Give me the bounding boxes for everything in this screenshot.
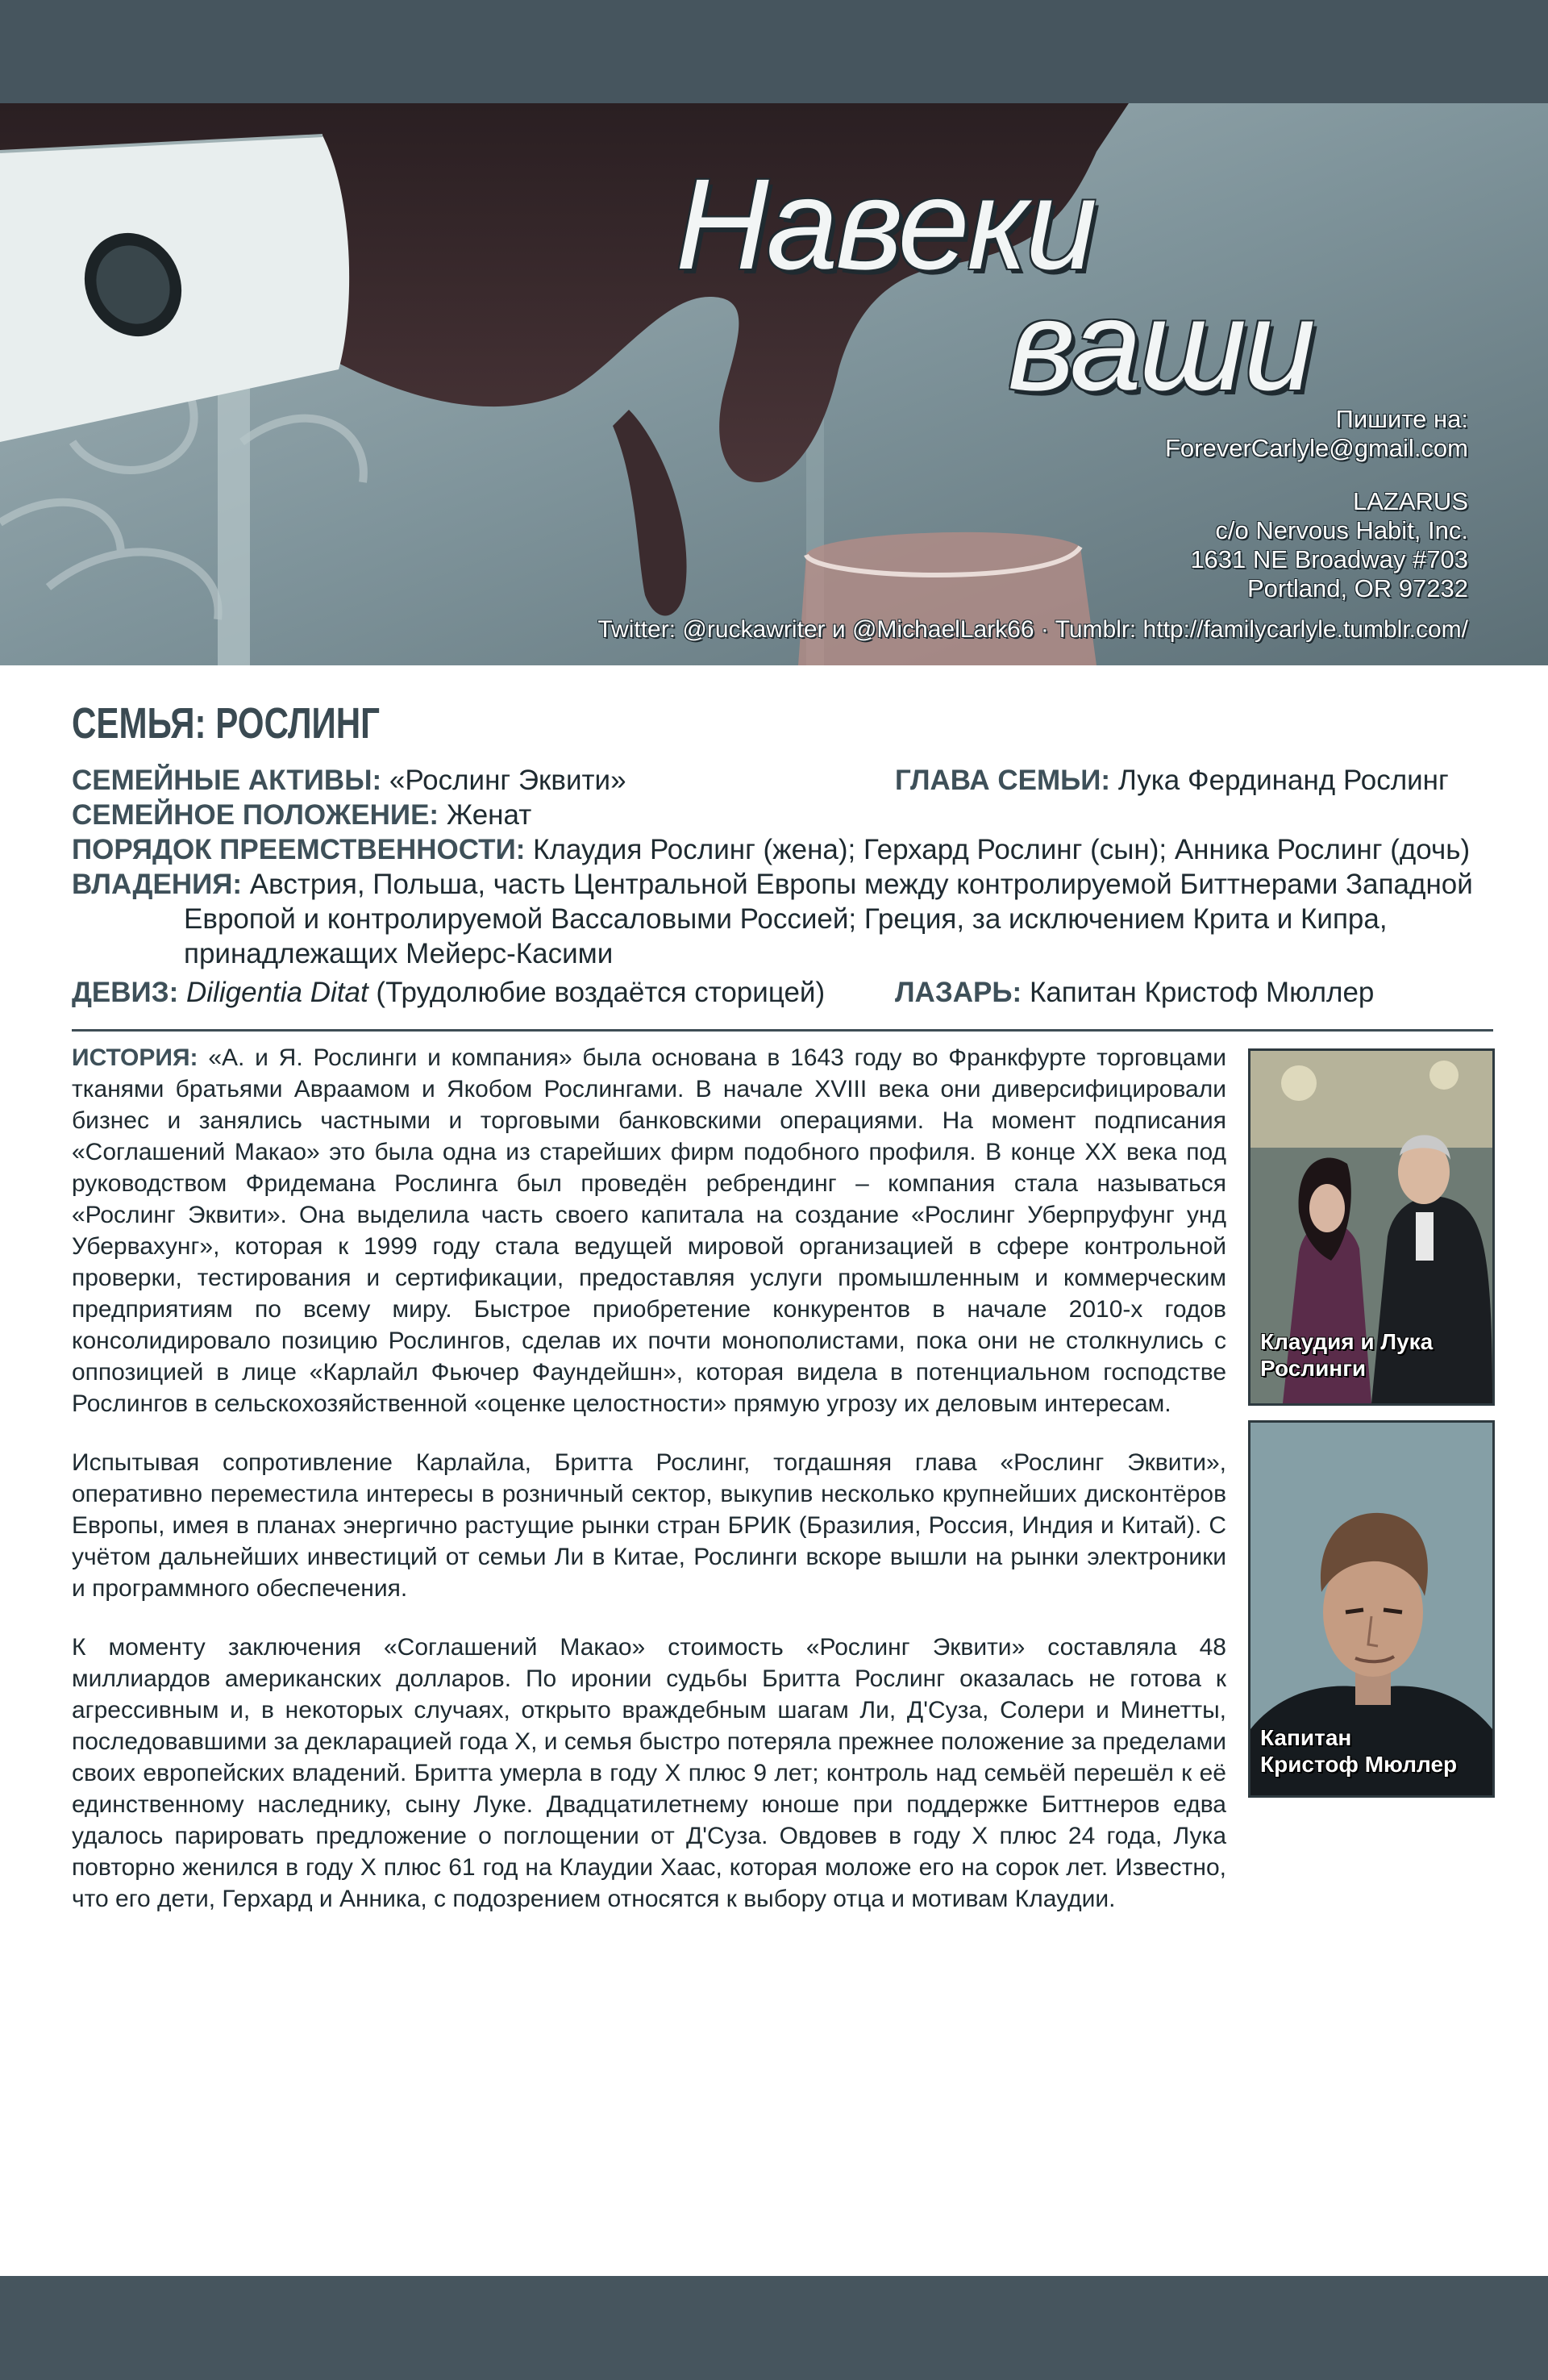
address-line: 1631 NE Broadway #703 [1190, 545, 1468, 573]
contact-email[interactable]: ForeverCarlyle@gmail.com [1165, 434, 1468, 462]
holdings-line: принадлежащих Мейерс-Касими [184, 938, 614, 969]
history-paragraph: К моменту заключения «Соглашений Макао» стоимость «Рослинг Эквити» составляла 48 миллиардов американских долларов. По иронии судьбы Бритта Рослинг оказалась не готова к агрессивным и, в некоторых случаях, открыто враждебным шагам Ли, Д'Суза, Солери и Минетты, последовавшими за декларацией года X, и семья быстро потеряла прежнее положение за пределами своих европейских владений. Бритта умерла в году X плюс 9 лет; контроль над семьёй перешёл к её единственному наследнику, сыну Луке. Двадцатилетнему юноше при поддержке Биттнеров едва удалось парировать предложение о поглощении от Д'Суза. Овдовев в году X плюс 24 года, Лука повторно женился в году X плюс 61 год на Клаудии Хаас, которая моложе его на сорок лет. Известно, что его дети, Герхард и Анника, с подозрением относятся к выбору отца и мотивам Клаудии. [72, 1634, 1226, 1912]
social-links[interactable]: Twitter: @ruckawriter и @MichaelLark66 · Tumblr: http://familycarlyle.tumblr.com/ [597, 616, 1468, 643]
portrait-panel-claudia-luka [1248, 1048, 1495, 1406]
portrait-panel-mueller [1248, 1420, 1495, 1798]
masthead-title-line1: Навеки [676, 152, 1096, 296]
history-text: «А. и Я. Рослинги и компания» была основана в 1643 году во Франкфурте торговцами тканями братьями Авраамом и Якобом Рослингами. В начале XVIII века они диверсифицировали бизнес и занялись частными и торговыми банковскими операциями. На момент подписания «Соглашений Макао» это была одна из старейших фирм подобного профиля. В конце XX века под руководством Фридемана Рослинга был проведён ребрендинг – компания стала называться «Рослинг Эквити». Она выделила часть своего капитала на создание «Рослинг Уберпруфунг унд Убервахунг», которая к 1999 году стала ведущей мировой организацией в сфере контрольной проверки, тестирования и сертификации, предоставляя услуги промышленным и коммерческим предприятиям по всему миру. Быстрое приобретение конкурентов в начале 2010-х годов консолидировало позицию Рослингов, сделав их почти монополистами, пока они не столкнулись с оппозицией в лице «Карлайл Фьючер Фаундейшн», которая видела в потенциальном господстве Рослингов в сельскохозяйственной «оценке целостности» прямую угрозу их деловым интересам. [72, 1044, 1226, 1417]
panel-caption: Рослинги [1260, 1356, 1367, 1381]
panel-caption: Клаудия и Лука [1260, 1329, 1434, 1354]
address-line: Portland, OR 97232 [1246, 574, 1468, 602]
write-to-label: Пишите на: [1335, 405, 1468, 433]
family-holdings [72, 869, 1473, 901]
holdings-label: ВЛАДЕНИЯ: [72, 869, 243, 900]
address-line: LAZARUS [1353, 487, 1468, 515]
status-value: Женат [446, 799, 532, 831]
top-bar [0, 0, 1548, 103]
header-banner [0, 103, 1548, 665]
section-divider [72, 1029, 1493, 1032]
history-label: ИСТОРИЯ: [72, 1044, 198, 1071]
succession-label: ПОРЯДОК ПРЕЕМСТВЕННОСТИ: [72, 834, 526, 865]
assets-value: «Рослинг Эквити» [389, 765, 626, 796]
history-paragraph: Испытывая сопротивление Карлайла, Бритта Рослинг, тогдашняя глава «Рослинг Эквити», оперативно переместила интересы в розничный сектор, выкупив несколько крупнейших дисконтёров Европы, имея в планах энергично растущие рынки стран БРИК (Бразилия, Россия, Индия и Китай). С учётом дальнейших инвестиций от семьи Ли в Китае, Рослинги вскоре вышли на рынки электроники и программного обеспечения. [72, 1449, 1226, 1602]
succession-value: Клаудия Рослинг (жена); Герхард Рослинг (сын); Анника Рослинг (дочь) [533, 834, 1471, 865]
history-paragraph [72, 1042, 1226, 1419]
history-section [72, 1042, 1226, 1942]
assets-label: СЕМЕЙНЫЕ АКТИВЫ: [72, 765, 382, 796]
lazarus-label: ЛАЗАРЬ: [895, 977, 1022, 1008]
motto-translation: (Трудолюбие воздаётся сторицей) [376, 977, 826, 1008]
lazarus-value: Капитан Кристоф Мюллер [1029, 977, 1375, 1008]
family-lazarus [895, 977, 1374, 1009]
head-value: Лука Фердинанд Рослинг [1117, 765, 1449, 796]
holdings-line: Европой и контролируемой Вассаловыми Россией; Греция, за исключением Крита и Кипра, [184, 903, 1388, 935]
motto-label: ДЕВИЗ: [72, 977, 179, 1008]
family-succession [72, 834, 1470, 866]
bottom-bar [0, 2276, 1548, 2380]
address-line: c/o Nervous Habit, Inc. [1215, 516, 1468, 544]
family-motto [72, 977, 825, 1009]
family-status [72, 799, 531, 832]
panel-caption: Кристоф Мюллер [1260, 1752, 1458, 1777]
panel-caption: Капитан [1260, 1725, 1352, 1750]
status-label: СЕМЕЙНОЕ ПОЛОЖЕНИЕ: [72, 799, 439, 831]
family-head [895, 765, 1449, 797]
motto-latin: Diligentia Ditat [186, 977, 368, 1008]
family-assets [72, 765, 626, 797]
holdings-line: Австрия, Польша, часть Центральной Европы между контролируемой Биттнерами Западной [249, 869, 1473, 900]
head-label: ГЛАВА СЕМЬИ: [895, 765, 1111, 796]
family-name-heading: СЕМЬЯ: РОСЛИНГ [72, 699, 381, 748]
masthead-title-line2: ваши [1008, 273, 1313, 417]
